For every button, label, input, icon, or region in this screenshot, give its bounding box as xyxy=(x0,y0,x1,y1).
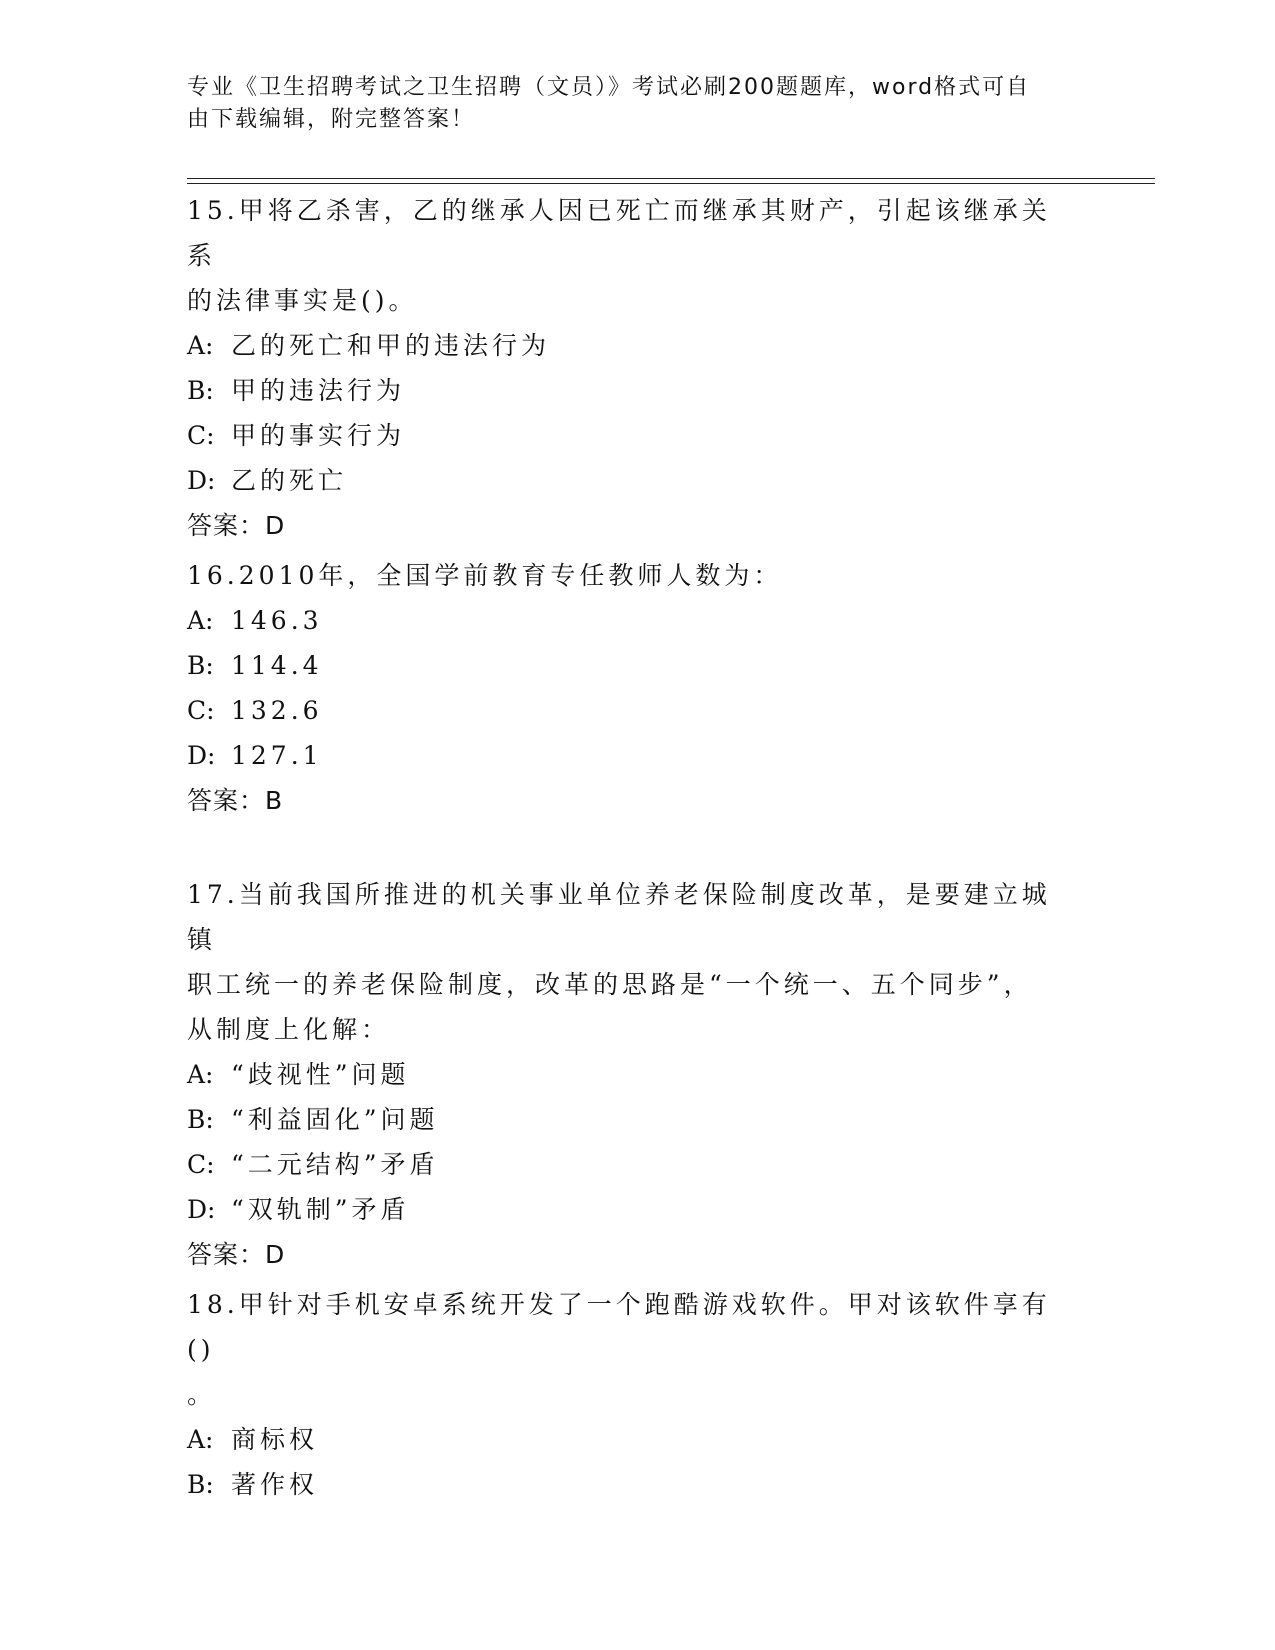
option-text: 132.6 xyxy=(231,696,323,725)
option-d xyxy=(187,458,1067,503)
option-b xyxy=(187,368,1067,413)
option-letter: A: xyxy=(187,1060,214,1089)
option-text: “利益固化”问题 xyxy=(231,1105,439,1134)
header-line-2: 由下载编辑，附完整答案！ xyxy=(187,107,476,132)
option-text: “歧视性”问题 xyxy=(231,1060,410,1089)
option-b xyxy=(187,643,1067,688)
option-text: 127.1 xyxy=(231,741,323,770)
answer-line: 答案：D xyxy=(187,511,286,540)
option-a xyxy=(187,1052,1067,1097)
option-c xyxy=(187,1142,1067,1187)
option-text: “二元结构”矛盾 xyxy=(231,1150,439,1179)
option-letter: B: xyxy=(187,376,214,405)
option-letter: C: xyxy=(187,696,215,725)
option-text: 乙的死亡 xyxy=(231,466,348,495)
question-17 xyxy=(187,872,1067,1277)
option-d xyxy=(187,733,1067,778)
question-text-line: 15.甲将乙杀害，乙的继承人因已死亡而继承其财产，引起该继承关系 xyxy=(187,196,1051,270)
option-text: “双轨制”矛盾 xyxy=(231,1195,410,1224)
question-18 xyxy=(187,1282,1067,1507)
question-text-line: 的法律事实是()。 xyxy=(187,286,418,315)
option-a xyxy=(187,323,1067,368)
option-letter: C: xyxy=(187,1150,215,1179)
option-letter: B: xyxy=(187,1105,214,1134)
option-text: 商标权 xyxy=(231,1425,319,1454)
option-b xyxy=(187,1462,1067,1507)
option-a xyxy=(187,1417,1067,1462)
question-text-line: 17.当前我国所推进的机关事业单位养老保险制度改革，是要建立城镇 xyxy=(187,880,1051,954)
option-letter: A: xyxy=(187,1425,214,1454)
answer-line: 答案：D xyxy=(187,1240,286,1269)
option-d xyxy=(187,1187,1067,1232)
option-text: 甲的事实行为 xyxy=(231,421,406,450)
answer-line: 答案：B xyxy=(187,786,284,815)
header-divider-bottom xyxy=(187,183,1155,184)
question-text-line: 职工统一的养老保险制度，改革的思路是“一个统一、五个同步”， xyxy=(187,970,1033,999)
question-text-line: 。 xyxy=(187,1380,217,1409)
header-line-1: 专业《卫生招聘考试之卫生招聘（文员）》考试必刷200题题库，word格式可自 xyxy=(187,75,1031,100)
option-letter: B: xyxy=(187,1470,214,1499)
option-letter: D: xyxy=(187,1195,216,1224)
option-text: 乙的死亡和甲的违法行为 xyxy=(231,331,551,360)
option-b xyxy=(187,1097,1067,1142)
option-text: 甲的违法行为 xyxy=(231,376,406,405)
option-letter: C: xyxy=(187,421,215,450)
question-text-line: 从制度上化解： xyxy=(187,1015,391,1044)
option-letter: A: xyxy=(187,606,214,635)
question-15 xyxy=(187,188,1067,548)
option-letter: D: xyxy=(187,741,216,770)
option-letter: B: xyxy=(187,651,214,680)
option-letter: D: xyxy=(187,466,216,495)
question-text-line: 18.甲针对手机安卓系统开发了一个跑酷游戏软件。甲对该软件享有() xyxy=(187,1290,1051,1364)
option-a xyxy=(187,598,1067,643)
option-text: 114.4 xyxy=(231,651,323,680)
question-text-line: 16.2010年，全国学前教育专任教师人数为： xyxy=(187,561,783,590)
option-c xyxy=(187,688,1067,733)
option-c xyxy=(187,413,1067,458)
option-text: 著作权 xyxy=(231,1470,319,1499)
header-divider-top xyxy=(187,178,1155,179)
document-header xyxy=(187,72,1067,136)
option-text: 146.3 xyxy=(231,606,323,635)
question-16 xyxy=(187,553,1067,823)
option-letter: A: xyxy=(187,331,214,360)
